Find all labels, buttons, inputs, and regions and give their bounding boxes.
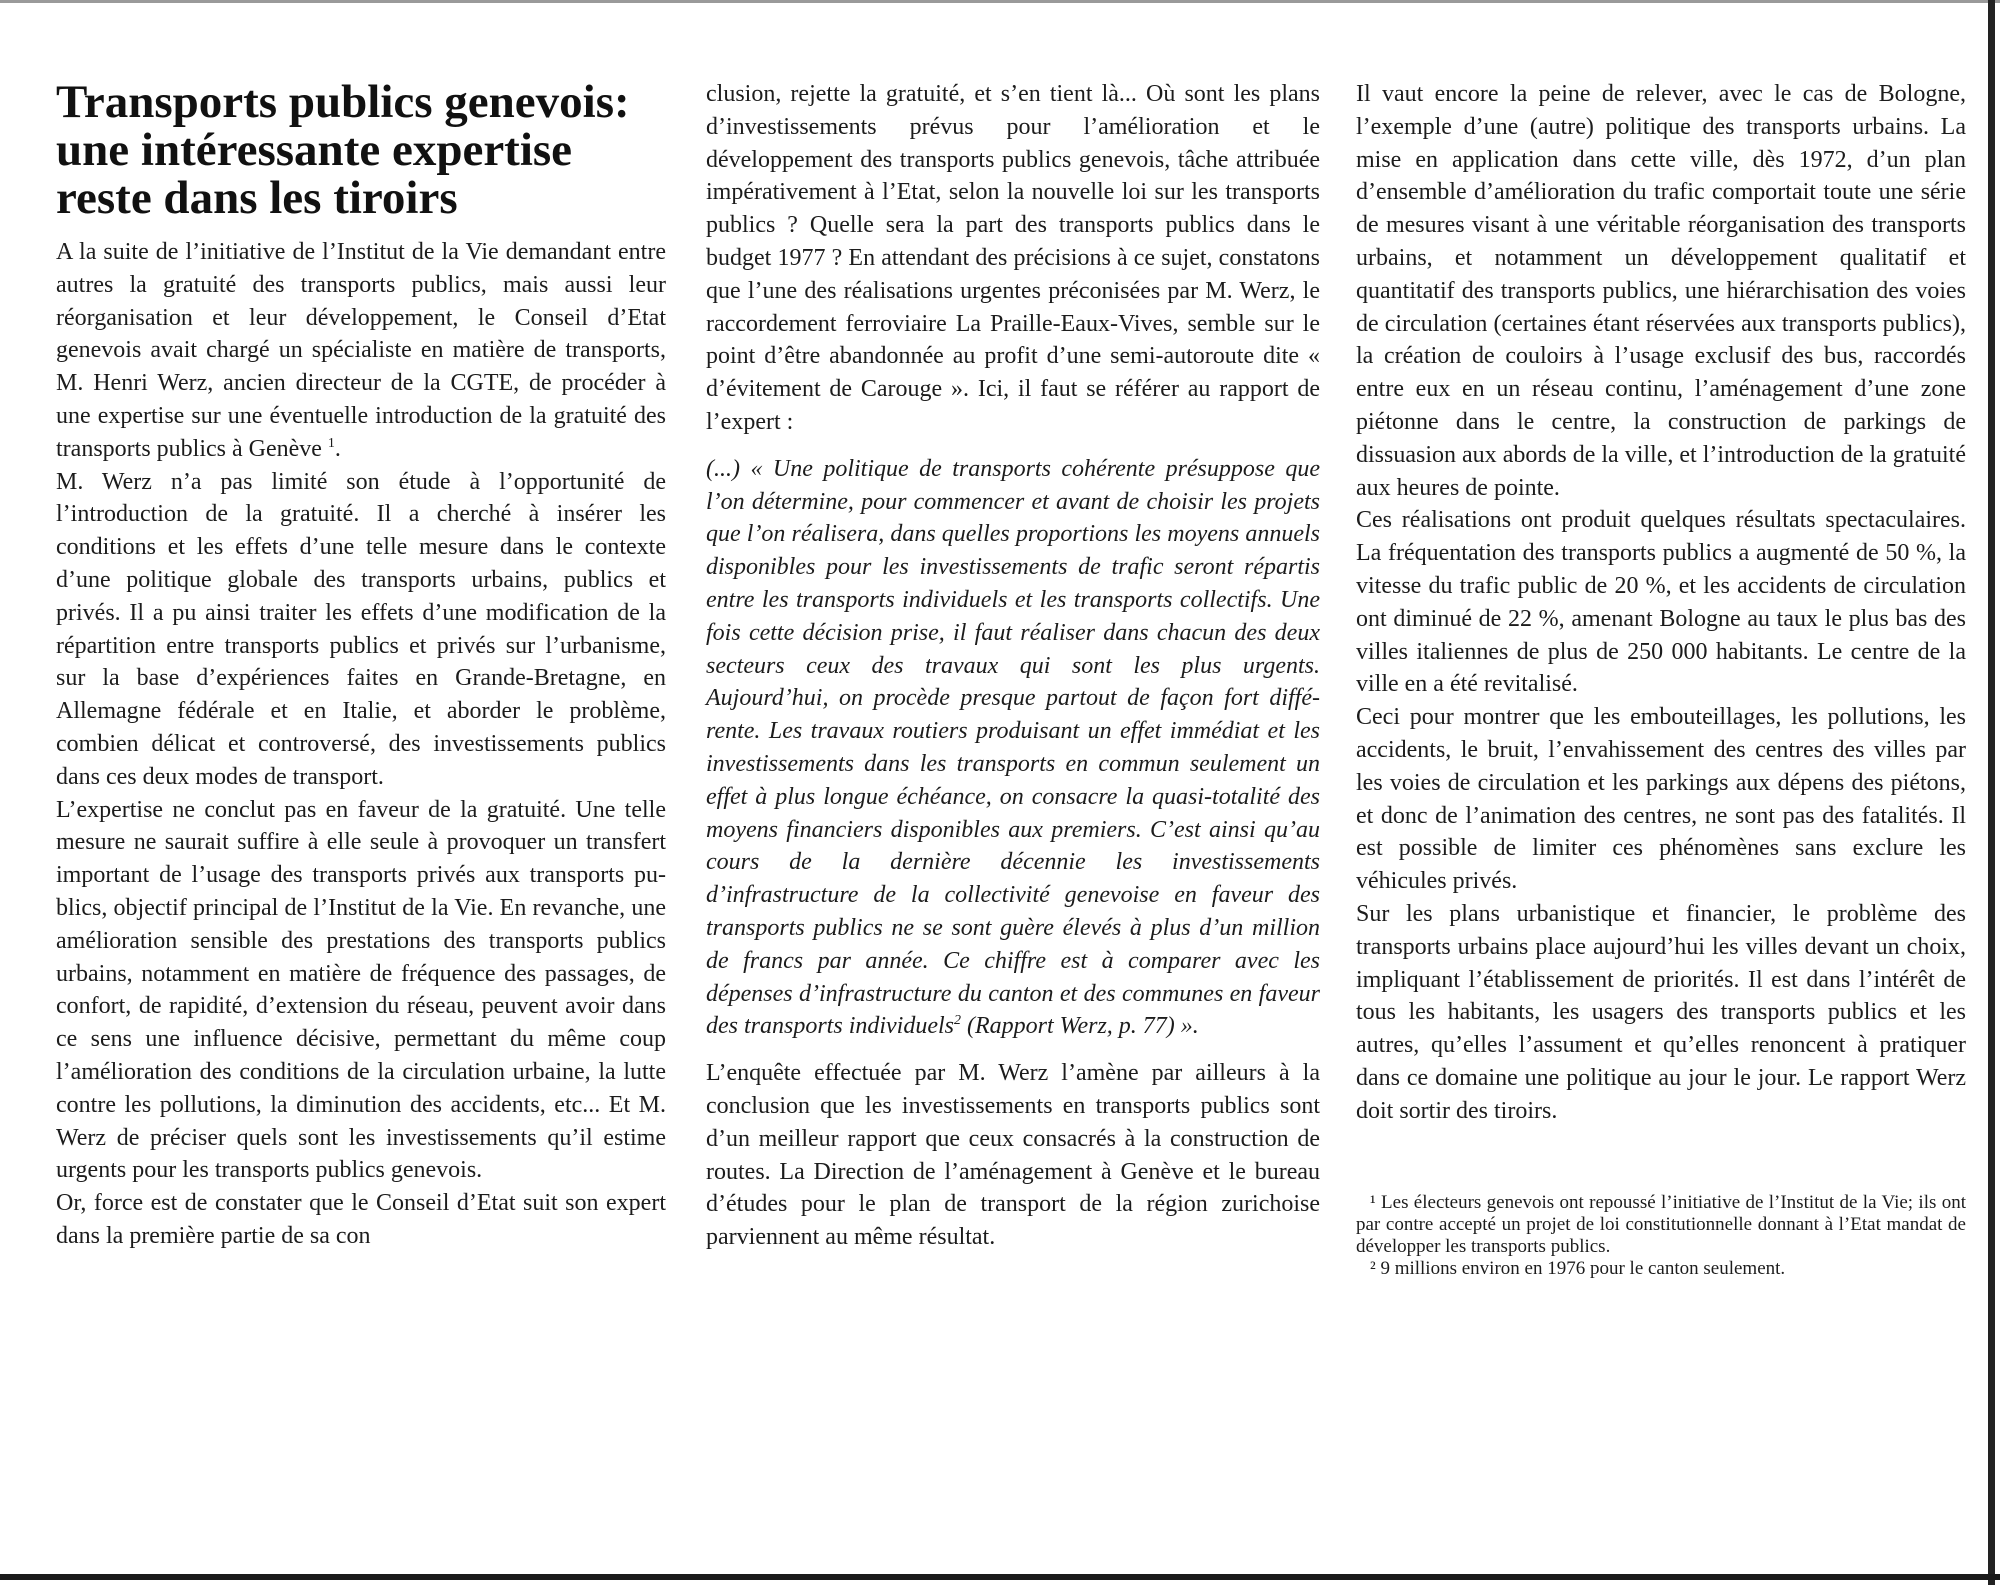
paragraph: Ceci pour montrer que les embouteillages, les pollutions, les accidents, le bruit, l’envahissement des centres des villes par les voies de circulation et les parkings aux dépens des piétons, et donc de l’animation des centres, ne sont pas des fatalités. Il est possible de limiter ces phénomènes sans exclure les véhicules privés. [1356, 704, 1966, 895]
column-3 [1356, 78, 1966, 1280]
footnote-1: ¹ Les électeurs genevois ont repoussé l’initiative de l’Institut de la Vie; ils ont par contre accepté un projet de loi constitutionnelle donnant à l’Etat mandat de développer les transports publics. [1356, 1191, 1966, 1257]
paragraph: M. Werz n’a pas limité son étude à l’opportunité de l’introduction de la gratuité. Il a cherché à insérer les conditions et les effets d’une telle mesure dans le contexte d’une politique globale des transports urbains, publics et privés. Il a pu ainsi traiter les effets d’une modification de la répartition entre transports publics et privés sur l’urbanisme, sur la base d’expériences faites en Grande-Bretagne, en Allemagne fédérale et en Italie, et aborder le problème, combien délicat et controversé, des investissements publics dans ces deux modes de transport. [56, 468, 666, 790]
right-rule [1988, 0, 1995, 1585]
paragraph: Or, force est de constater que le Conseil d’Etat suit son expert dans la première partie de sa con [56, 1190, 666, 1249]
footnote-ref: 1 [327, 435, 335, 451]
footnotes [1356, 1192, 1966, 1280]
paragraph: clusion, rejette la gratuité, et s’en tient là... Où sont les plans d’investissements prévus pour l’amélioration et le développement des transports publics genevois, tâche attribuée impérativement à l’Etat, selon la nouvelle loi sur les transports publics ? Quelle sera la part des transports publics dans le budget 1977 ? En attendant des précisions à ce sujet, constatons que l’une des réalisations urgentes préconisées par M. Werz, le raccordement ferroviaire La Praille-Eaux-Vives, semble sur le point d’être abandonnée au profit d’une semi-autoroute dite « d’évitement de Carouge ». Ici, il faut se référer au rapport de l’expert : [706, 81, 1320, 435]
headline [56, 78, 666, 222]
top-rule [0, 0, 2000, 3]
column-1 [56, 78, 666, 1253]
paragraph: L’expertise ne conclut pas en faveur de la gratuité. Une telle mesure ne saurait suffire à elle seule à provoquer un transfert important de l’usage des transports privés aux transports publics, objectif principal de l’Institut de la Vie. En revanche, une amélioration sensible des prestations des transports publics urbains, notamment en matière de fréquence des passages, de confort, de rapidité, d’extension du réseau, peuvent avoir dans ce sens une influence décisive, permettant du même coup l’amélioration des conditions de la circulation urbaine, la lutte contre les pollutions, la diminution des accidents, etc... Et M. Werz de préciser quels sont les investissements qu’il estime urgents pour les transports publics genevois. [56, 796, 666, 1184]
paragraph: L’enquête effectuée par M. Werz l’amène par ailleurs à la conclusion que les investissements en transports publics sont d’un meilleur rapport que ceux consacrés à la construction de routes. La Direction de l’aménagement à Genève et le bureau d’études pour le plan de transport de la région zurichoise parviennent au même résultat. [706, 1060, 1320, 1251]
paragraph: Il vaut encore la peine de relever, avec le cas de Bologne, l’exemple d’une (autre) politique des transports urbains. La mise en application dans cette ville, dès 1972, d’un plan d’ensemble d’amélioration du trafic comportait toute une série de mesures visant à une véritable réorganisation des transports urbains, et notamment un développement qualitatif et quantitatif des transports publics, une hiérarchisation des voies de circulation (certaines étant réservées aux transports publics), la création de couloirs à l’usage exclusif des bus, raccordés entre eux en un réseau continu, l’aménagement d’une zone piétonne dans le centre, la construction de parkings de dissuasion aux abords de la ville, et l’introduction de la gratuité aux heures de pointe. [1356, 81, 1966, 501]
paragraph: Ces réalisations ont produit quelques résultats spectaculaires. La fréquentation des transports publics a augmenté de 50 %, la vitesse du trafic public de 20 %, et les accidents de circulation ont diminué de 22 %, amenant Bologne au taux le plus bas des villes italiennes de plus de 250 000 habitants. Le centre de la ville en a été revitalisé. [1356, 507, 1966, 698]
headline-line-1: Transports publics genevois: [56, 76, 630, 128]
footnote-2: ² 9 millions environ en 1976 pour le canton seulement. [1370, 1257, 1786, 1279]
paragraph: Sur les plans urbanistique et financier, le problème des transports urbains place aujourd’hui les villes devant un choix, impliquant l’établissement de priorités. Il est dans l’intérêt de tous les habitants, les usagers des transports publics et les autres, qu’elles l’assument et qu’elles renoncent à pratiquer dans ce domaine une politique au jour le jour. Le rapport Werz doit sortir des tiroirs. [1356, 900, 1966, 1124]
headline-line-3: reste dans les tiroirs [56, 172, 458, 224]
bottom-rule [0, 1574, 2000, 1580]
paragraph: A la suite de l’initiative de l’Institut de la Vie demandant entre autres la gratuité des transports publics, mais aussi leur réorganisation et leur développement, le Conseil d’Etat genevois avait chargé un spécialiste en matière de transports, M. Henri Werz, ancien directeur de la CGTE, de procéder à une expertise sur une éventuelle introduction de la gratuité des transports publics à Genève $^1$. [56, 239, 666, 462]
headline-line-2: une intéressante expertise [56, 124, 573, 176]
column-2 [706, 78, 1320, 1254]
expert-quote: (...) « Une politique de transports cohérente présuppose que l’on détermine, pour commencer et avant de choisir les projets que l’on réalisera, dans quelles proportions les moyens annuels disponibles pour les investissements de trafic seront répartis entre les transports individuels et les transports collectifs. Une fois cette décision prise, il faut réaliser dans chacun des deux secteurs ceux des travaux qui sont les plus urgents. Aujourd’hui, on procède presque partout de façon fort différente. Les travaux routiers produisant un effet immédiat et les investissements dans les transports en commun seulement un effet à plus longue échéance, on consacre la quasi-totalité des moyens financiers disponibles aux premiers. C’est ainsi qu’au cours de la dernière décennie les investissements d’infrastructure de la collectivité genevoise en faveur des transports publics ne se sont guère élevés à plus d’un million de francs par année. Ce chiffre est à comparer avec les dépenses d’infrastructure du canton et des communes en faveur des transports individuels$^2$ (Rapport Werz, p. 77) ». [706, 455, 1320, 1040]
footnote-ref: 2 [954, 1013, 962, 1029]
